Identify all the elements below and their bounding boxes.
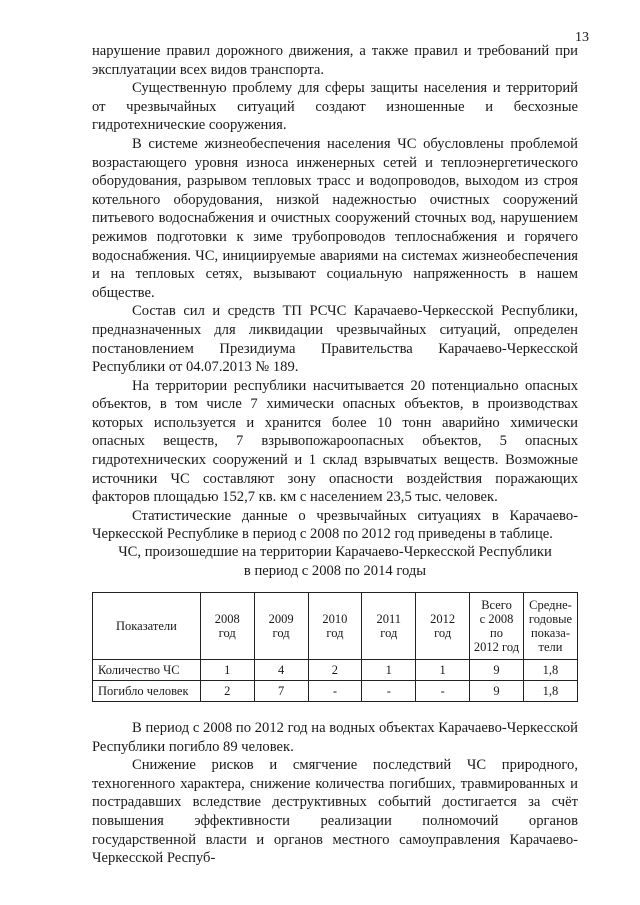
table-caption-line: в период с 2008 по 2014 годы bbox=[243, 562, 427, 579]
header-cell: 2011 год bbox=[362, 593, 416, 660]
table-cell: Погибло человек bbox=[93, 681, 201, 702]
header-cell: Всего с 2008 по 2012 год bbox=[470, 593, 524, 660]
table-cell: 1,8 bbox=[523, 681, 577, 702]
paragraph: Снижение рисков и смягчение последствий ЧС природного, техногенного характера, снижение количества погибших, травмированных и пострадавших вследствие деструктивных событий достигается за счёт повышения эффективности реализации полномочий органов государственной власти и органов местного самоуправления Карачаево-Черкесской Респуб- bbox=[92, 757, 578, 867]
table-cell: 9 bbox=[470, 681, 524, 702]
body-text-top bbox=[92, 42, 578, 544]
paragraph: нарушение правил дорожного движения, а также правил и требований при эксплуатации всех видов транспорта. bbox=[92, 43, 578, 78]
table-cell: Количество ЧС bbox=[93, 660, 201, 681]
header-cell: 2009 год bbox=[254, 593, 308, 660]
table-caption-line: ЧС, произошедшие на территории Карачаево-Черкесской Республики bbox=[118, 544, 552, 560]
table-cell: 1,8 bbox=[523, 660, 577, 681]
table-caption bbox=[92, 543, 578, 580]
table-cell: - bbox=[362, 681, 416, 702]
header-cell: Средне- годовые показа- тели bbox=[523, 593, 577, 660]
paragraph: Состав сил и средств ТП РСЧС Карачаево-Черкесской Республики, предназначенных для ликвидации чрезвычайных ситуаций, определен постановлением Президиума Правительства Карачаево-Черкесской Республики от 04.07.2013 № 189. bbox=[92, 303, 578, 376]
paragraph: В системе жизнеобеспечения населения ЧС обусловлены проблемой возрастающего уровня износа инженерных сетей и теплоэнергетического оборудования, разрывом тепловых трасс и водопроводов, выходом из строя котельного оборудования, низкой надежностью очистных сооружений питьевого водоснабжения и очистных сооружений сточных вод, нарушением режимов подготовки к зиме трубопроводов теплоснабжения и горячего водоснабжения. ЧС, инициируемые авариями на системах жизнеобеспечения и на тепловых сетях, вызывают социальную напряженность в нашем обществе. bbox=[92, 135, 578, 301]
table-cell: 2 bbox=[200, 681, 254, 702]
table-row bbox=[93, 681, 578, 702]
table-cell: 2 bbox=[308, 660, 362, 681]
header-cell: 2008 год bbox=[200, 593, 254, 660]
table-cell: - bbox=[308, 681, 362, 702]
table-cell: 9 bbox=[470, 660, 524, 681]
table-cell: 4 bbox=[254, 660, 308, 681]
paragraph: В период с 2008 по 2012 год на водных объектах Карачаево-Черкесской Республики погибло 89 человек. bbox=[92, 720, 578, 755]
paragraph: Статистические данные о чрезвычайных ситуациях в Карачаево-Черкесской Республике в период с 2008 по 2012 год приведены в таблице. bbox=[92, 507, 578, 543]
emergency-statistics-table bbox=[92, 592, 578, 702]
header-cell: 2012 год bbox=[416, 593, 470, 660]
table-header-row bbox=[93, 593, 578, 660]
header-cell: Показатели bbox=[93, 593, 201, 660]
paragraph: Существенную проблему для сферы защиты населения и территорий от чрезвычайных ситуаций создают изношенные и бесхозные гидротехнические сооружения. bbox=[92, 80, 578, 134]
body-text-bottom bbox=[92, 719, 578, 868]
table-row bbox=[93, 660, 578, 681]
paragraph: На территории республики насчитывается 20 потенциально опасных объектов, в том числе 7 химически опасных объектов, в производствах которых используется и хранится более 10 тонн аварийно химически опасных веществ, 7 взрывопожароопасных объектов, 5 опасных гидротехнических сооружений и 1 склад взрывчатых веществ. Возможные источники ЧС составляют зону опасности воздействия поражающих факторов площадью 152,7 кв. км с населением 23,5 тыс. человек. bbox=[92, 377, 578, 506]
table-cell: - bbox=[416, 681, 470, 702]
table-cell: 1 bbox=[416, 660, 470, 681]
table-cell: 1 bbox=[362, 660, 416, 681]
table-cell: 7 bbox=[254, 681, 308, 702]
page-number: 13 bbox=[575, 30, 589, 45]
table-cell: 1 bbox=[200, 660, 254, 681]
header-cell: 2010 год bbox=[308, 593, 362, 660]
